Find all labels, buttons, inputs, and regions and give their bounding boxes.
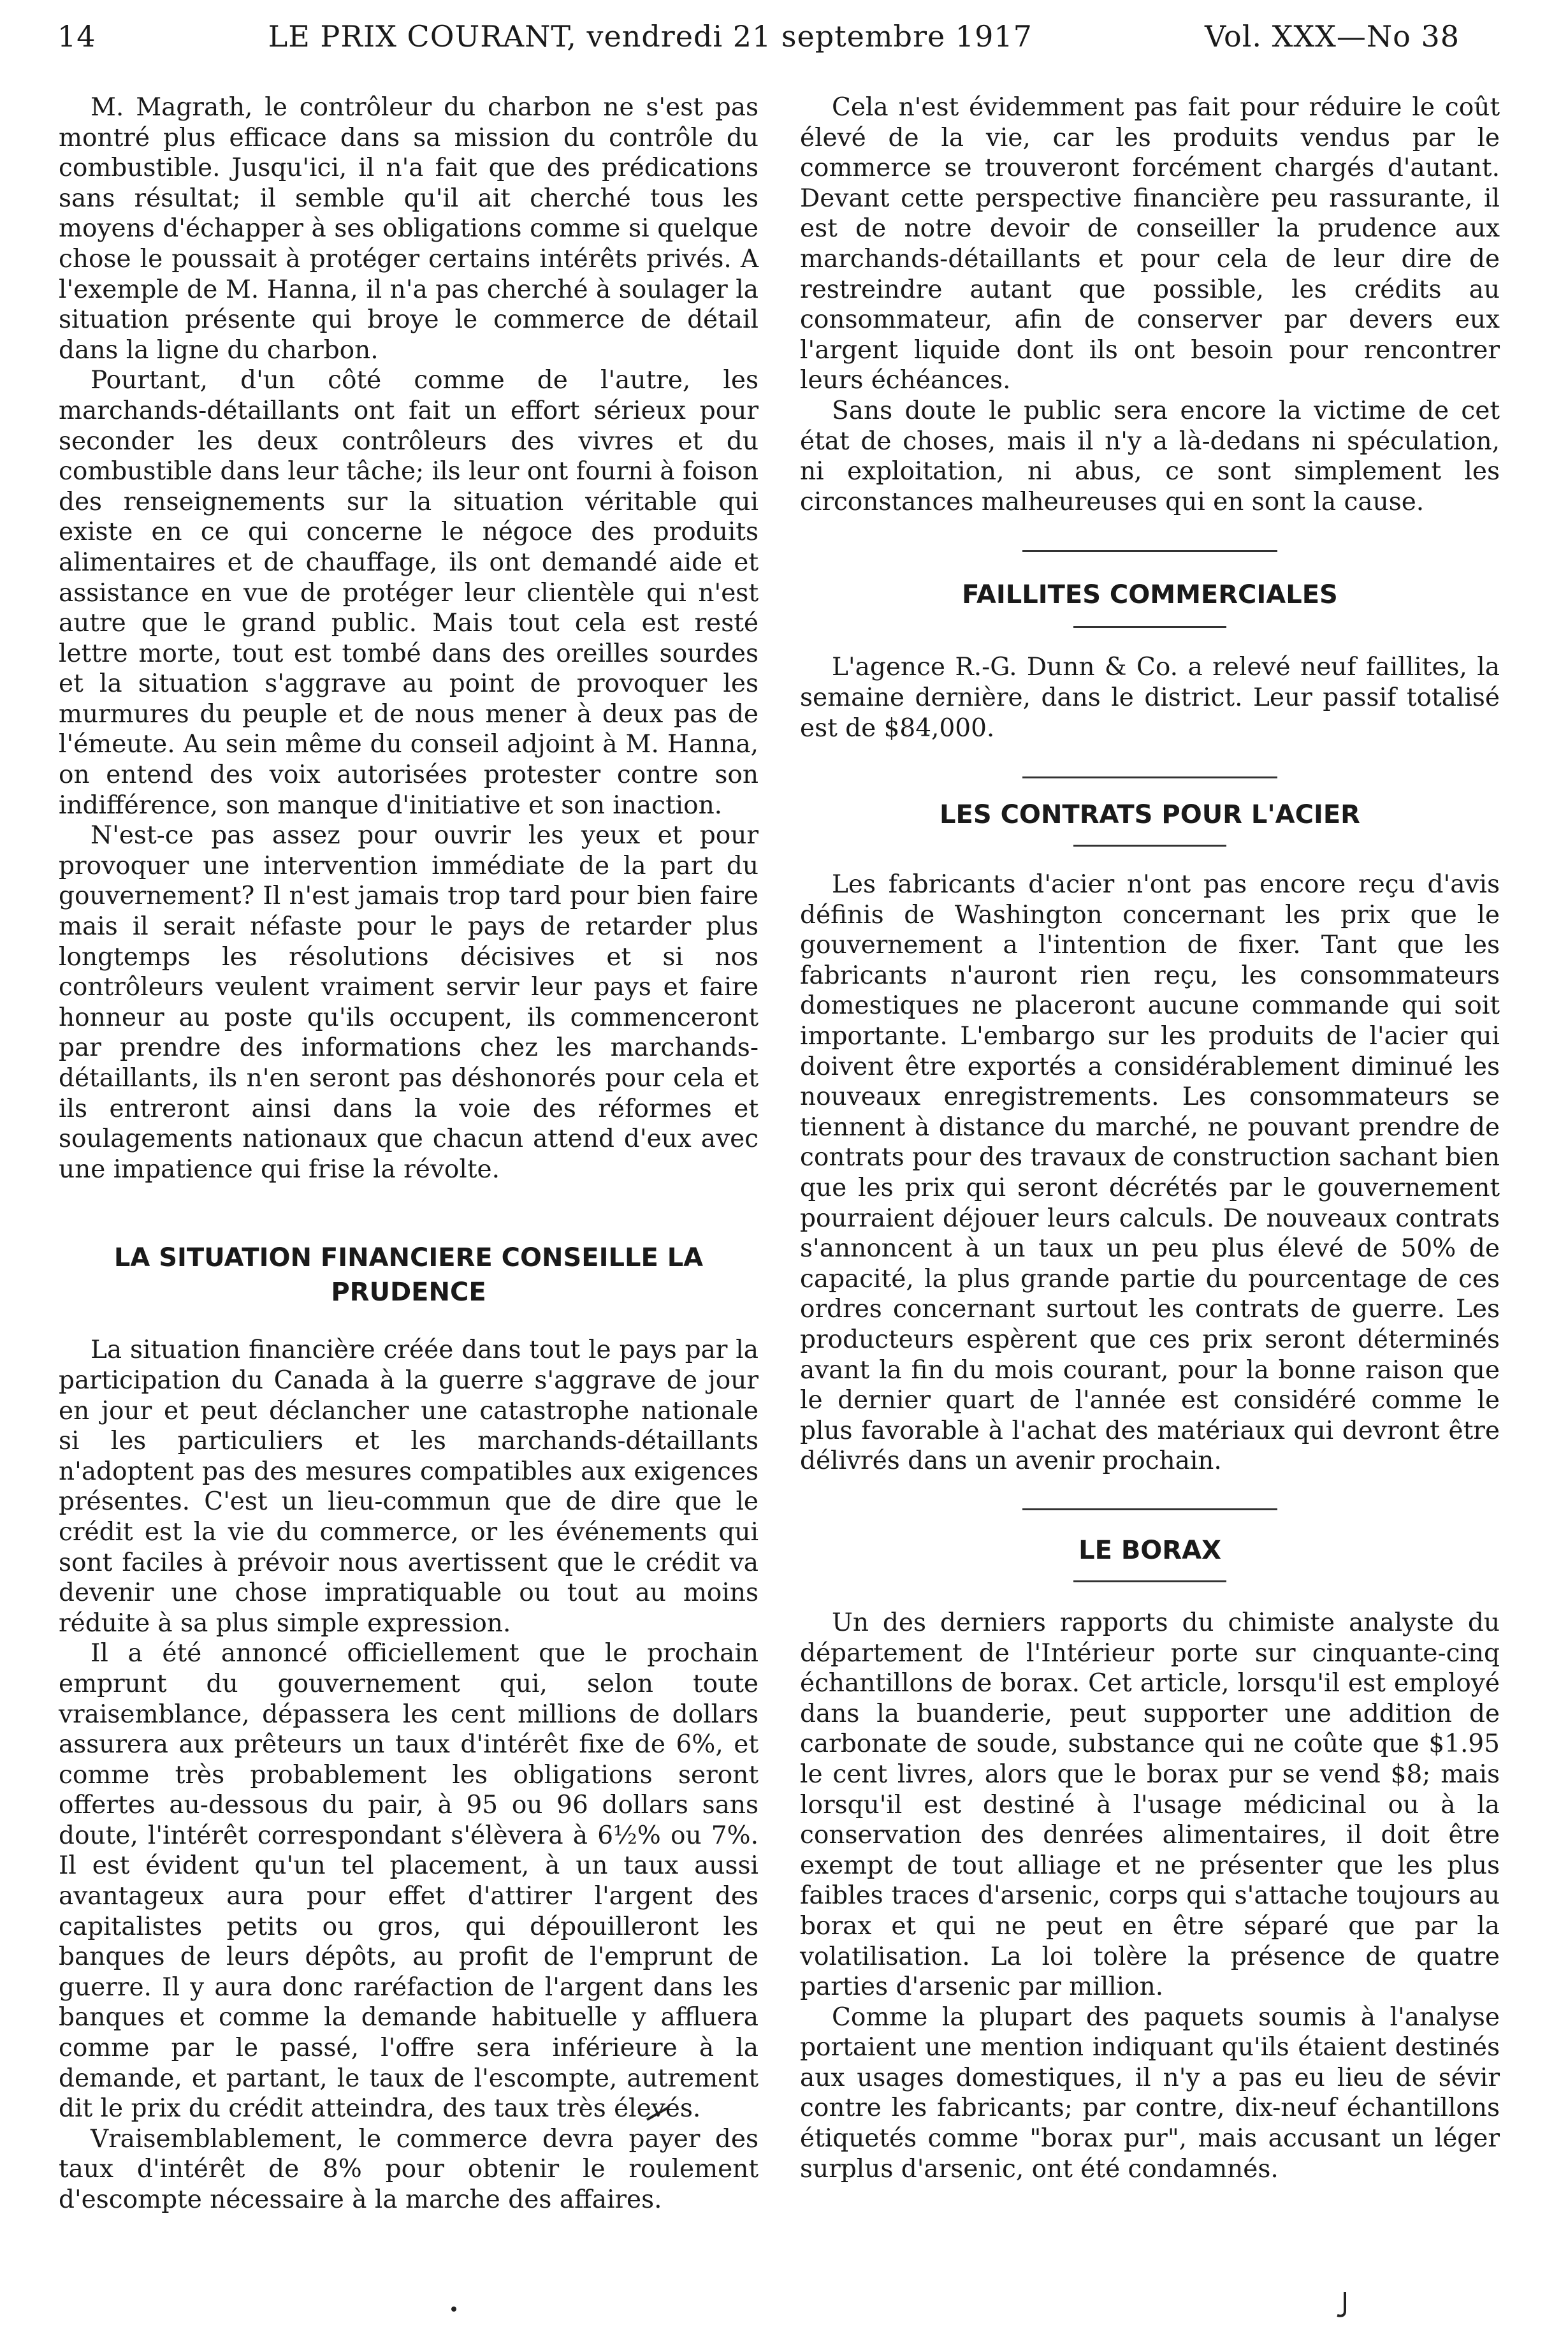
publication-title: LE PRIX COURANT, vendredi 21 septembre 1917 [268, 19, 1033, 54]
finance-heading-line2: PRUDENCE [331, 1278, 486, 1308]
section-gap [800, 552, 1500, 578]
section-gap [800, 517, 1500, 550]
section-gap [800, 1582, 1500, 1608]
page-number: 14 [57, 19, 96, 54]
section-gap [800, 778, 1500, 798]
finance-heading-line1: LA SITUATION FINANCIERE CONSEILLE LA [113, 1243, 704, 1273]
section-gap [800, 612, 1500, 626]
article-paragraph: Vraisemblablement, le commerce devra payer des taux d'intérêt de 8% pour obtenir le roulement d'escompte nécessaire à la marche des affaires. [59, 2124, 759, 2214]
article-paragraph: Comme la plupart des paquets soumis à l'analyse portaient une mention indiquant qu'ils étaient destinés aux usages domestiques, il n'y a pas eu lieu de sévir contre les fabricants; par contre, dix-neuf échantillons étiquetés comme "borax pur", mais accusant un léger surplus d'arsenic, ont été condamnés. [800, 2002, 1500, 2183]
faillites-heading: FAILLITES COMMERCIALES [962, 580, 1338, 610]
section-gap [800, 1476, 1500, 1508]
article-paragraph: L'agence R.-G. Dunn & Co. a relevé neuf faillites, la semaine dernière, dans le district. Leur passif totalisé est de $84,000. [800, 653, 1500, 743]
contrats-heading: LES CONTRATS POUR L'ACIER [940, 800, 1360, 830]
article-paragraph: Sans doute le public sera encore la victime de cet état de choses, mais il n'y a là-dedans ni spéculation, ni exploitation, ni abus, ce sont simplement les circonstances malheureuses qui en sont la cause. [800, 396, 1500, 516]
article-paragraph: Cela n'est évidemment pas fait pour réduire le coût élevé de la vie, car les produits vendus par le commerce se trouveront forcément chargés d'autant. Devant cette perspective financière peu rassurante, il est de notre devoir de conseiller la prudence aux marchands-détaillants et pour cela de leur dire de restreindre autant que possible, les crédits au consommateur, afin de conserver par devers eux l'argent liquide dont ils ont besoin pour rencontrer leurs échéances. [800, 93, 1500, 395]
borax-heading: LE BORAX [1078, 1535, 1221, 1565]
section-gap [800, 1510, 1500, 1533]
page-header [57, 19, 1460, 70]
volume-number: Vol. XXX—No 38 [1205, 19, 1460, 54]
article-paragraph: M. Magrath, le contrôleur du charbon ne s'est pas montré plus efficace dans sa mission du contrôle du combustible. Jusqu'ici, il n'a fait que des prédications sans résultat; il semble qu'il ait cherché tous les moyens d'échapper à ses obligations comme si quelque chose le poussait à protéger certains intérêts privés. A l'exemple de M. Hanna, il n'a pas cherché à soulager la situation présente qui broye le commerce de détail dans la ligne du charbon. [59, 93, 759, 365]
section-gap [59, 1309, 759, 1335]
stray-pen-mark [644, 2104, 676, 2123]
right-column [800, 92, 1500, 2184]
article-paragraph: La situation financière créée dans tout le pays par la participation du Canada à la guerre s'aggrave de jour en jour et peut déclancher une catastrophe nationale si les particuliers et les marchands-détaillants n'adoptent pas des mesures compatibles aux exigences présentes. C'est un lieu-commun que de dire que le crédit est la vie du commerce, or les événements qui sont faciles à prévoir nous avertissent que le crédit va devenir une chose impratiquable ou tout au moins réduite à sa plus simple expression. [59, 1336, 759, 1638]
finance-heading [59, 1241, 759, 1309]
section-gap [800, 1568, 1500, 1580]
article-paragraph: Les fabricants d'acier n'ont pas encore reçu d'avis définis de Washington concernant les prix que le gouvernement a l'intention de fixer. Tant que les fabricants n'auront rien reçu, les consommateurs domestiques ne placeront aucune commande qui soit importante. L'embargo sur les produits de l'acier qui doivent être exportés a considérablement diminué les nouveaux enregistrements. Les consommateurs se tiennent à distance du marché, ne pouvant prendre de contrats pour des travaux de construction sachant bien que les prix qui seront décrétés par le gouvernement pourraient déjouer leurs calculs. De nouveaux contrats s'annoncent à un taux un peu plus élevé de 50% de capacité, la plus grande partie du pourcentage de ces ordres concernant surtout les contrats de guerre. Les producteurs espèrent que ces prix seront déterminés avant la fin du mois courant, pour la bonne raison que le dernier quart de l'année est considéré comme le plus favorable à l'achat des matériaux qui devront être délivrés dans un avenir prochain. [800, 870, 1500, 1476]
section-gap [59, 1184, 759, 1241]
article-paragraph: N'est-ce pas assez pour ouvrir les yeux et pour provoquer une intervention immédiate de la part du gouvernement? Il n'est jamais trop tard pour bien faire mais il serait néfaste pour le pays de retarder plus longtemps les résolutions décisives et si nos contrôleurs veulent vraiment servir leur pays et faire honneur au poste qu'ils occupent, ils commenceront par prendre des informations chez les marchands-détaillants, ils n'en seront pas déshonorés pour cela et ils entreront ainsi dans la voie des réformes et soulagements nationaux que chacun attend d'eux avec une impatience qui frise la révolte. [59, 821, 759, 1184]
article-paragraph: Pourtant, d'un côté comme de l'autre, les marchands-détaillants ont fait un effort sérieux pour seconder les deux contrôleurs des vivres et du combustible dans leur tâche; ils leur ont fourni à foison des renseignements sur la situation véritable qui existe en ce qui concerne le négoce des produits alimentaires et de chauffage, ils ont demandé aide et assistance en vue de protéger leur clientèle qui n'est autre que le grand public. Mais tout cela est resté lettre morte, tout est tombé dans des oreilles sourdes et la situation s'aggrave au point de provoquer les murmures du peuple et de nous mener à deux pas de l'émeute. Au sein même du conseil adjoint à M. Hanna, on entend des voix autorisées protester contre son indifférence, son manque d'initiative et son inaction. [59, 366, 759, 820]
stray-dot-mark [446, 2301, 465, 2321]
left-column [59, 92, 759, 2215]
section-gap [800, 832, 1500, 845]
section-gap [800, 628, 1500, 652]
article-paragraph: Un des derniers rapports du chimiste analyste du département de l'Intérieur porte sur cinquante-cinq échantillons de borax. Cet article, lorsqu'il est employé dans la buanderie, peut supporter une addition de carbonate de soude, substance qui ne coûte que $1.95 le cent livres, alors que le borax pur se vend $8; mais lorsqu'il est destiné à l'usage médicinal ou à la conservation des denrées alimentaires, il doit être exempt de tout alliage et ne présenter que les plus faibles traces d'arsenic, corps qui s'attache toujours au borax et qui ne peut en être séparé que par la volatilisation. La loi tolère la présence de quatre parties d'arsenic par million. [800, 1608, 1500, 2002]
article-paragraph: Il a été annoncé officiellement que le prochain emprunt du gouvernement qui, selon toute vraisemblance, dépassera les cent millions de dollars assurera aux prêteurs un taux d'intérêt fixe de 6%, et comme très probablement les obligations seront offertes au-dessous du pair, à 95 ou 96 dollars sans doute, l'intérêt correspondant s'élèvera à 6½% ou 7%. Il est évident qu'un tel placement, à un taux aussi avantageux aura pour effet d'attirer l'argent des capitalistes petits ou gros, qui dépouilleront les banques de leurs dépôts, au profit de l'emprunt de guerre. Il y aura donc raréfaction de l'argent dans les banques et comme la demande habituelle y affluera comme par le passé, l'offre sera inférieure à la demande, et partant, le taux de l'escompte, autrement dit le prix du crédit atteindra, des taux très élevés. [59, 1639, 759, 2124]
section-gap [800, 743, 1500, 776]
section-gap [800, 847, 1500, 870]
stray-hook-mark [1332, 2289, 1358, 2321]
